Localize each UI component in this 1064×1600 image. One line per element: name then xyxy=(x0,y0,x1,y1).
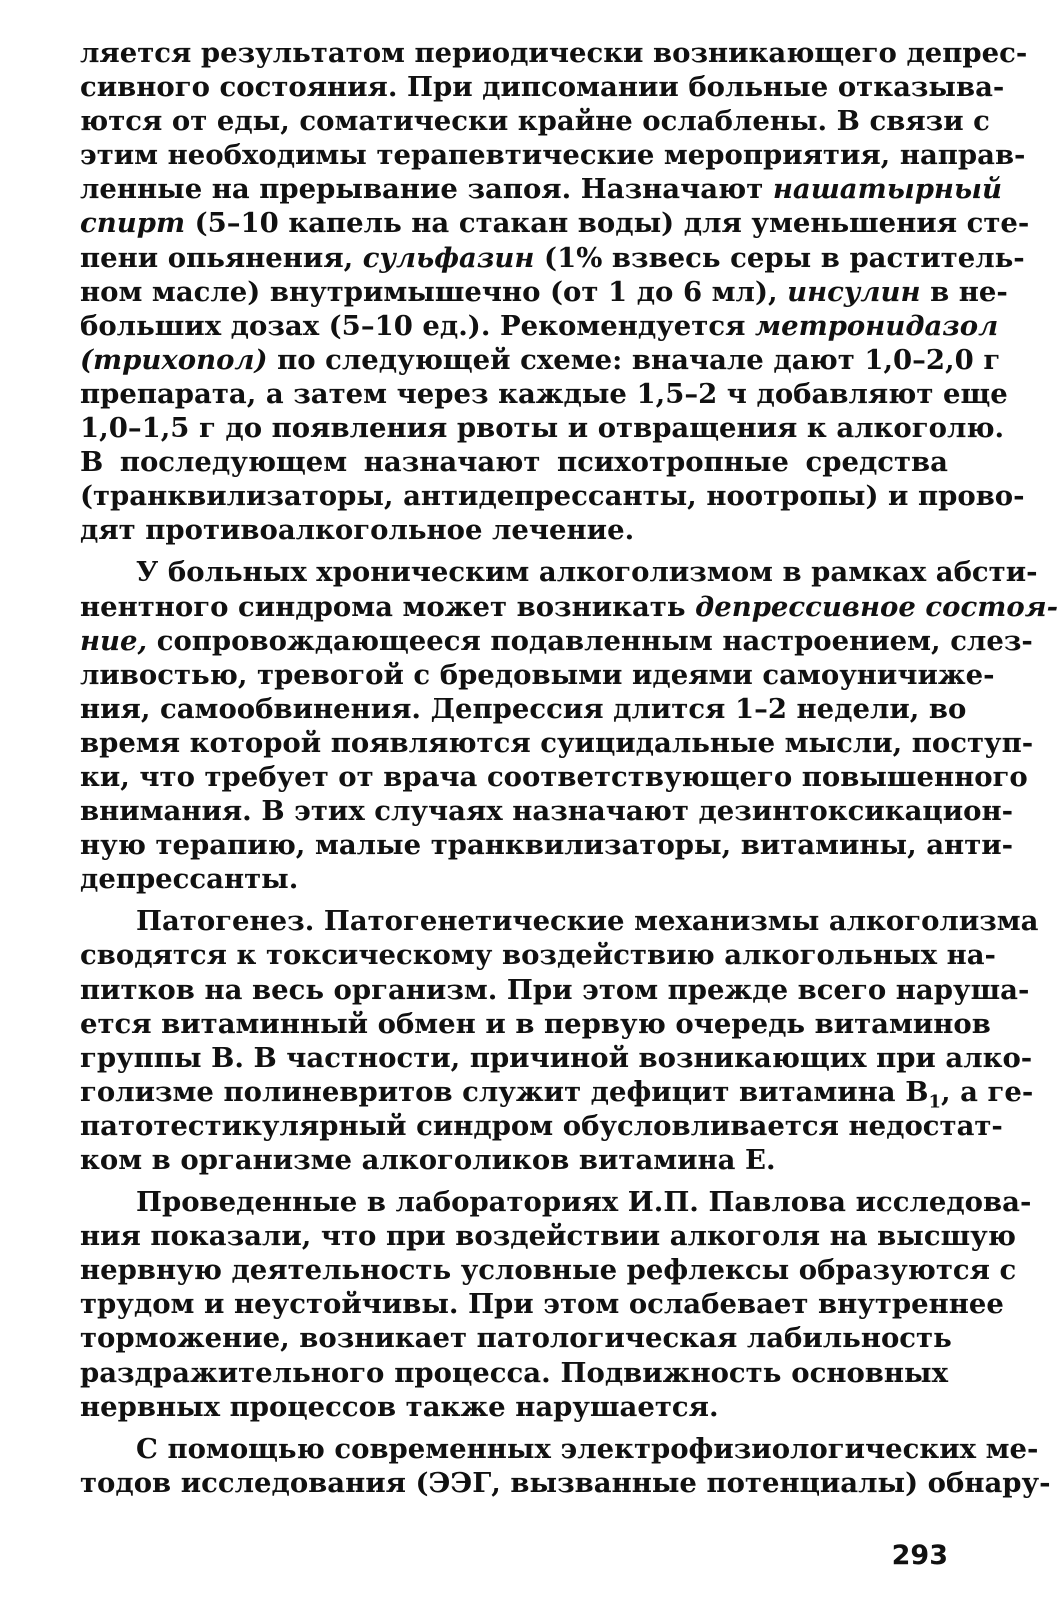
text-line: ния, самообвинения. Депрессия длится 1–2 недели, во xyxy=(80,692,967,725)
text-line: больших дозах (5–10 ед.). Рекомендуется метронидазол xyxy=(80,309,999,342)
text-line: группы В. В частности, причиной возникающих при алко- xyxy=(80,1041,1033,1074)
text-line: тодов исследования (ЭЭГ, вызванные потенциалы) обнару- xyxy=(80,1466,1051,1499)
text-line: ются от еды, соматически крайне ослаблены. В связи с xyxy=(80,105,990,138)
italic-term: метронидазол xyxy=(754,309,999,342)
text-line: питков на весь организм. При этом прежде всего наруша- xyxy=(80,973,1030,1006)
text-line: (транквилизаторы, антидепрессанты, ноотропы) и прово- xyxy=(80,480,1025,513)
text-line: раздражительного процесса. Подвижность основных xyxy=(80,1356,948,1389)
text-line: В последующем назначают психотропные средства xyxy=(80,446,948,479)
italic-term: сульфазин xyxy=(362,241,535,274)
text-line: сводятся к токсическому воздействию алкогольных на- xyxy=(80,939,996,972)
italic-term: нашатырный xyxy=(772,173,1002,206)
text-line: ленные на прерывание запоя. Назначают нашатырный xyxy=(80,173,1002,206)
text-line: 1,0–1,5 г до появления рвоты и отвращения к алкоголю. xyxy=(80,412,1005,445)
text-line: сивного состояния. При дипсомании больные отказыва- xyxy=(80,71,1005,104)
text-line: ном масле) внутримышечно (от 1 до 6 мл), инсулин в не- xyxy=(80,275,1008,308)
text-line: внимания. В этих случаях назначают дезинтоксикацион- xyxy=(80,795,1014,828)
italic-term: спирт xyxy=(80,207,186,240)
text-line: пени опьянения, сульфазин (1% взвесь серы в раститель- xyxy=(80,241,1025,274)
text-line: С помощью современных электрофизиологических ме- xyxy=(136,1432,1039,1465)
text-line: (трихопол) по следующей схеме: вначале дают 1,0–2,0 г xyxy=(80,343,1001,376)
text-line: препарата, а затем через каждые 1,5–2 ч добавляют еще xyxy=(80,377,1008,410)
text-line: торможение, возникает патологическая лабильность xyxy=(80,1322,952,1355)
text-line: этим необходимы терапевтические мероприятия, направ- xyxy=(80,139,1026,172)
text-line: ную терапию, малые транквилизаторы, витамины, анти- xyxy=(80,829,1014,862)
text-line: дят противоалкогольное лечение. xyxy=(80,514,635,547)
section-heading: Патогенез. xyxy=(136,905,315,938)
text-line: время которой появляются суицидальные мысли, поступ- xyxy=(80,726,1034,759)
page-body xyxy=(80,36,1058,1500)
text-line: нервную деятельность условные рефлексы образуются с xyxy=(80,1254,1017,1287)
text-line: У больных хроническим алкоголизмом в рамках абсти- xyxy=(136,556,1038,589)
paragraph-4 xyxy=(80,1185,1032,1424)
text-line: нентного синдрома может возникать депрессивное состоя- xyxy=(80,590,1058,623)
italic-term: (трихопол) xyxy=(80,343,268,376)
italic-term: инсулин xyxy=(787,275,921,308)
paragraph-5 xyxy=(80,1432,1051,1500)
text-line: трудом и неустойчивы. При этом ослабевает внутреннее xyxy=(80,1288,1004,1321)
italic-term: депрессивное состоя- xyxy=(695,590,1058,623)
text-line: ния показали, что при воздействии алкоголя на высшую xyxy=(80,1220,1016,1253)
text-line: нервных процессов также нарушается. xyxy=(80,1390,719,1423)
text-line: голизме полиневритов служит дефицит витамина $В_1$, а ге- xyxy=(80,1075,1034,1113)
text-line: депрессанты. xyxy=(80,863,299,896)
text-line: ливостью, тревогой с бредовыми идеями самоуничиже- xyxy=(80,658,995,691)
paragraph-3 xyxy=(80,904,1039,1177)
text-line: спирт (5–10 капель на стакан воды) для уменьшения сте- xyxy=(80,207,1030,240)
text-line: ки, что требует от врача соответствующего повышенного xyxy=(80,760,1028,793)
text-line: ляется результатом периодически возникающего депрес- xyxy=(80,37,1028,69)
text-line: Проведенные в лабораториях И.П. Павлова исследова- xyxy=(136,1186,1032,1219)
text-line: ется витаминный обмен и в первую очередь витаминов xyxy=(80,1007,991,1040)
paragraph-1 xyxy=(80,36,1030,547)
text-line: ком в организме алкоголиков витамина Е. xyxy=(80,1144,776,1176)
text-line: ние, сопровождающееся подавленным настроением, слез- xyxy=(80,624,1033,657)
page-number: 293 xyxy=(891,1540,948,1571)
italic-term: ние, xyxy=(80,624,148,657)
text-line: Патогенез. Патогенетические механизмы алкоголизма xyxy=(136,905,1039,938)
paragraph-2 xyxy=(80,555,1058,896)
subscript: 1 xyxy=(928,1091,941,1113)
text-line: патотестикулярный синдром обусловливается недостат- xyxy=(80,1109,1003,1142)
